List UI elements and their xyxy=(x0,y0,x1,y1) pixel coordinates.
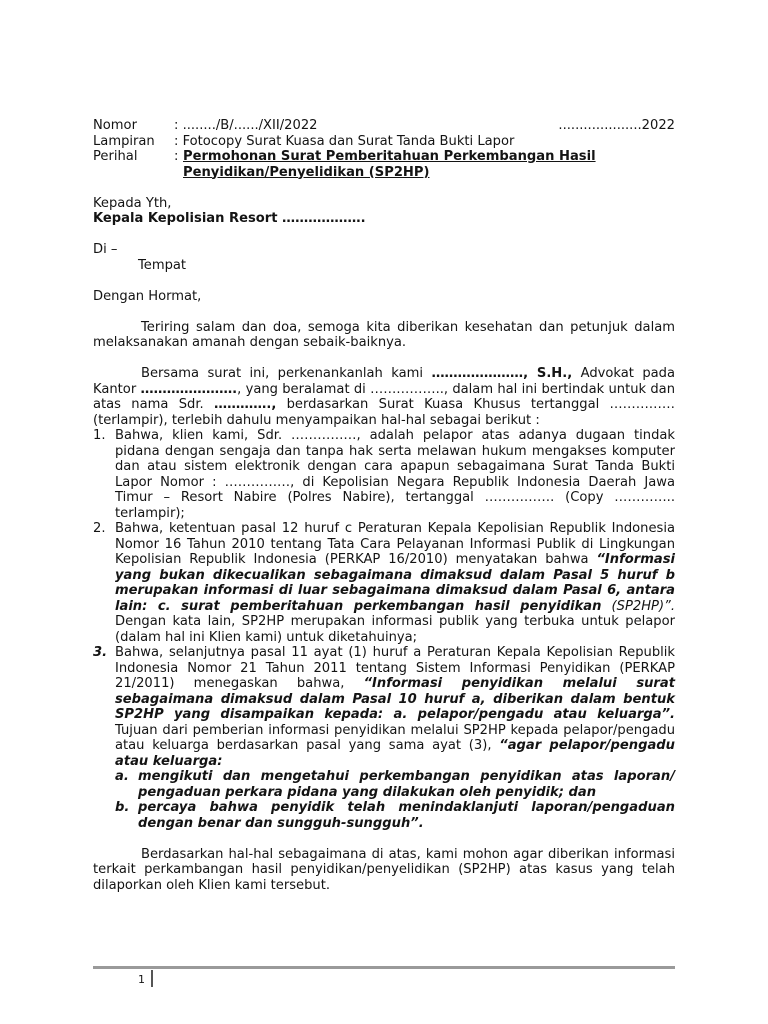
perihal-subject-line1: Permohonan Surat Pemberitahuan Perkembangan Hasil xyxy=(183,149,596,164)
page-number-bar xyxy=(151,970,153,987)
point-text: Bahwa, selanjutnya pasal 11 ayat (1) huruf a Peraturan Kepala Kepolisian Republik Indonesia Nomor 21 Tahun 2011 tentang Sistem Informasi Penyidikan (PERKAP 21/2011) menegaskan bahwa, “Informasi penyidikan melalui surat sebagaimana dimaksud dalam Pasal 10 huruf a, diberikan dalam bentuk SP2HP yang disampaikan kepada: a. pelapor/pengadu atau keluarga”. Tujuan dari pemberian informasi penyidikan melalui SP2HP kepada pelapor/pengadu atau keluarga berdasarkan pasal yang sama ayat (3), “agar pelapor/pengadu atau keluarga: a. mengikuti dan mengetahui perkembangan penyidikan atas laporan/ pengaduan perkara pidana yang dilakukan oleh penyidik; dan b. percaya bahwa penyidik telah menindaklanjuti laporan/pengaduan dengan benar dan sungguh-sungguh”. xyxy=(115,645,676,831)
list-item xyxy=(93,428,675,521)
lampiran-value: : Fotocopy Surat Kuasa dan Surat Tanda Bukti Lapor xyxy=(174,133,515,149)
footer-divider xyxy=(93,966,675,969)
list-item xyxy=(93,645,675,831)
sub-item-b: b. percaya bahwa penyidik telah menindaklanjuti laporan/pengaduan dengan benar dan sungguh-sungguh”. xyxy=(115,800,675,831)
recipient-di: Di – xyxy=(93,242,118,257)
sub-item-a: a. mengikuti dan mengetahui perkembangan penyidikan atas laporan/ pengaduan perkara pidana yang dilakukan oleh penyidik; dan xyxy=(115,769,675,800)
perihal-colon: : xyxy=(174,149,179,164)
nomor-value: : ......../B/....../XII/2022 xyxy=(174,118,318,133)
point-text: Bahwa, klien kami, Sdr. ……………, adalah pelapor atas adanya dugaan tindak pidana dengan sengaja dan tanpa hak serta melawan hukum mengakses komputer dan atau sistem elektronik dengan cara apapun sebagaimana Surat Tanda Bukti Lapor Nomor : ……………, di Kepolisian Negara Republik Indonesia Daerah Jawa Timur – Resort Nabire (Polres Nabire), tertanggal ……………. (Copy ………….. terlampir); xyxy=(115,428,675,521)
nomor-row xyxy=(93,118,675,134)
point-number: 3. xyxy=(93,645,108,660)
recipient-tempat: Tempat xyxy=(138,257,187,273)
letter-body xyxy=(93,118,675,893)
recipient-name: Kepala Kepolisian Resort ………………. xyxy=(93,211,366,226)
lampiran-label: Lampiran xyxy=(93,133,155,149)
point-number: 1. xyxy=(93,428,106,443)
opening-paragraph: Teriring salam dan doa, semoga kita diberikan kesehatan dan petunjuk dalam melaksanakan amanah dengan sebaik-baiknya. xyxy=(93,319,675,350)
perihal-row xyxy=(93,149,675,180)
point-number: 2. xyxy=(93,521,106,536)
intro-paragraph: Bersama surat ini, perkenankanlah kami …………………, S.H., Advokat pada Kantor …………………., yang beralamat di …………….., dalam hal ini bertindak untuk dan atas nama Sdr. …………., berdasarkan Surat Kuasa Khusus tertanggal …………… (terlampir), terlebih dahulu menyampaikan hal-hal sebagai berikut : xyxy=(93,366,676,428)
perihal-subject-line2: Penyidikan/Penyelidikan (SP2HP) xyxy=(183,164,430,180)
nomor-label: Nomor xyxy=(93,118,137,133)
list-item xyxy=(93,521,675,645)
lampiran-row xyxy=(93,134,675,150)
perihal-label: Perihal xyxy=(93,149,138,164)
recipient-kepada: Kepada Yth, xyxy=(93,195,172,211)
points-list xyxy=(93,428,675,831)
greeting: Dengan Hormat, xyxy=(93,288,202,304)
letter-date: ....................2022 xyxy=(558,118,675,133)
closing-paragraph: Berdasarkan hal-hal sebagaimana di atas, kami mohon agar diberikan informasi terkait perkambangan hasil penyidikan/penyelidikan (SP2HP) atas kasus yang telah dilaporkan oleh Klien kami tersebut. xyxy=(93,846,675,893)
point-text: Bahwa, ketentuan pasal 12 huruf c Peraturan Kepala Kepolisian Republik Indonesia Nomor 16 Tahun 2010 tentang Tata Cara Pelayanan Informasi Publik di Lingkungan Kepolisian Republik Indonesia (PERKAP 16/2010) menyatakan bahwa “Informasi yang bukan dikecualikan sebagaimana dimaksud dalam Pasal 5 huruf b merupakan informasi di luar sebagaimana dimaksud dalam Pasal 6, antara lain: c. surat pemberitahuan perkembangan hasil penyidikan (SP2HP)”. Dengan kata lain, SP2HP merupakan informasi publik yang terbuka untuk pelapor (dalam hal ini Klien kami) untuk diketahuinya; xyxy=(115,521,675,645)
page-number: 1 xyxy=(138,973,145,986)
